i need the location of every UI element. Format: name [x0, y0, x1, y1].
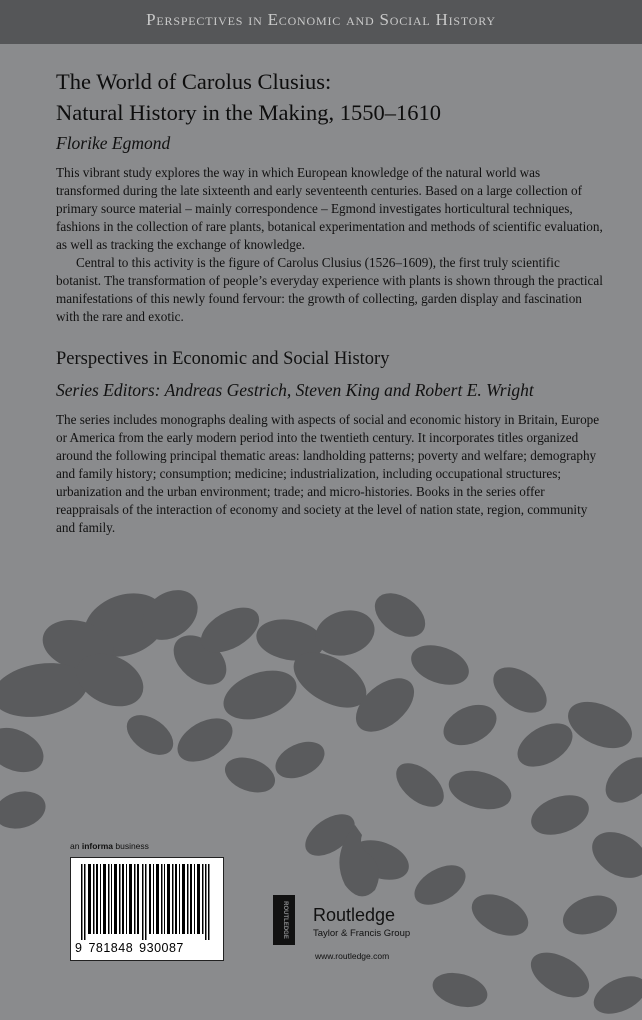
isbn-digit-group-1: 781848 — [88, 941, 134, 955]
informa-brand: informa — [81, 841, 113, 851]
isbn-digit-group-2: 930087 — [139, 941, 184, 955]
routledge-logo-text: ROUTLEDGE — [282, 901, 288, 939]
series-header: Perspectives in Economic and Social History — [146, 10, 496, 29]
book-title-line2: Natural History in the Making, 1550–1610 — [56, 100, 441, 125]
book-author: Florike Egmond — [56, 133, 171, 153]
book-title-line1: The World of Carolus Clusius: — [56, 69, 332, 94]
publisher-name: Routledge — [313, 905, 396, 925]
isbn-digit-prefix: 9 — [75, 941, 83, 955]
informa-business-label: an informa business — [70, 841, 149, 851]
book-title — [56, 66, 616, 128]
isbn-digits — [75, 941, 221, 955]
book-description-paragraph-1: This vibrant study explores the way in which European knowledge of the natural world was transformed during the late sixteenth and early seventeenth centuries. Based on a large collection of primary source material – mainly correspondence – Egmond investigates horticultural techniques, fashions in the collection of rare plants, botanical experimentation and methods of scientific evaluation, as well as tracking the exchange of knowledge. — [56, 165, 603, 252]
routledge-logo-icon — [273, 895, 295, 945]
series-title: Perspectives in Economic and Social History — [56, 349, 390, 369]
publisher-group: Taylor & Francis Group — [313, 928, 411, 939]
barcode-icon — [81, 864, 213, 940]
isbn-barcode — [70, 857, 224, 961]
publisher-url: www.routledge.com — [315, 951, 390, 961]
series-description: The series includes monographs dealing with aspects of social and economic history in Britain, Europe or America from the early modern period into the twentieth century. It incorporates titles organized around the following principal thematic areas: landholding patterns; poverty and welfare; demography and family history; consumption; medicine; industrialization, including occupational structures; urbanization and the urban environment; trade; and micro-histories. Books in the series offer reappraisals of the interaction of economy and society at the level of nation state, region, community and family. — [56, 412, 600, 535]
series-editors: Series Editors: Andreas Gestrich, Steven King and Robert E. Wright — [56, 380, 534, 400]
book-description-paragraph-2: Central to this activity is the figure of Carolus Clusius (1526–1609), the first truly scientific botanist. The transformation of people’s everyday experience with plants is shown through the practical manifestations of this newly found fervour: the growth of collecting, garden display and fascination with the rare and exotic. — [56, 255, 603, 324]
